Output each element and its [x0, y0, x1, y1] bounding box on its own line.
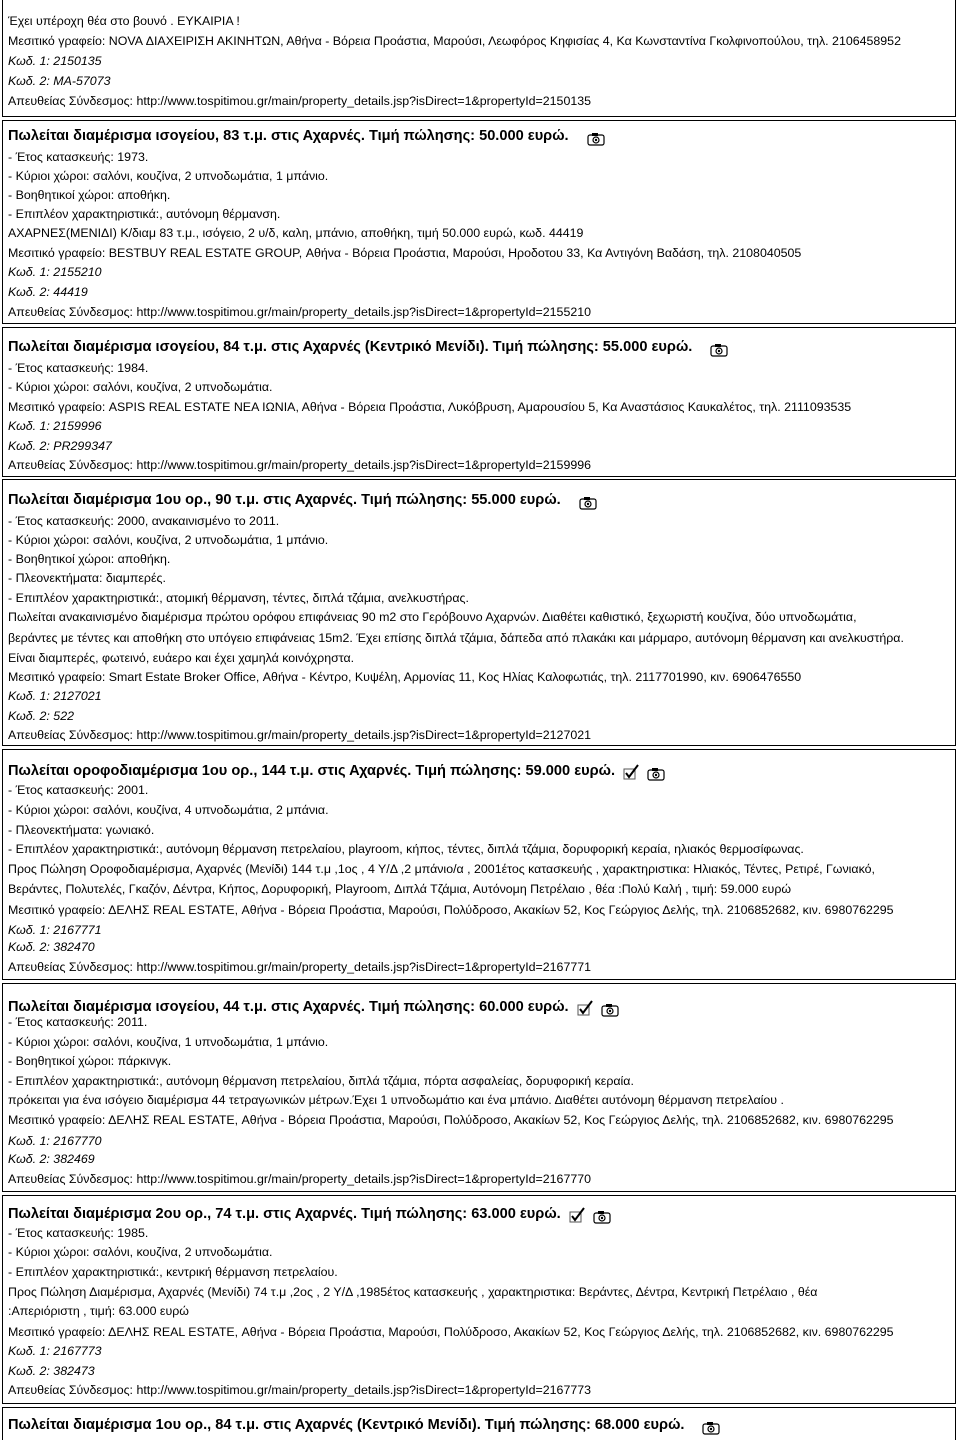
- direct-link[interactable]: Απευθείας Σύνδεσμος: http://www.tospitimou.gr/main/property_details.jsp?isDirect=1&propertyId=2167770: [8, 1172, 592, 1186]
- direct-link[interactable]: Απευθείας Σύνδεσμος: http://www.tospitimou.gr/main/property_details.jsp?isDirect=1&propertyId=2155210: [8, 305, 592, 319]
- year-built: - Έτος κατασκευής: 2001.: [8, 783, 149, 797]
- agency-text: Μεσιτικό γραφείο: Smart Estate Broker Office, Αθήνα - Κέντρο, Κυψέλη, Αρμονίας 11, Κος Ηλίας Καλοφωτιάς, τηλ. 2117701990, κιν. 6906476550: [8, 670, 802, 684]
- title-text: Πωλείται διαμέρισμα ισογείου, 83 τ.μ. στις Αχαρνές. Τιμή πώλησης: 50.000 ευρώ.: [8, 128, 569, 144]
- code-1: Κωδ. 1: 2150135: [8, 54, 102, 68]
- main-rooms: - Κύριοι χώροι: σαλόνι, κουζίνα, 2 υπνοδωμάτια.: [8, 1245, 273, 1259]
- auxiliary-rooms: - Βοηθητικοί χώροι: πάρκινγκ.: [8, 1054, 172, 1068]
- checkmark-icon: [623, 763, 639, 779]
- code-2: Κωδ. 2: 522: [8, 709, 74, 723]
- title-text: Πωλείται διαμέρισμα ισογείου, 84 τ.μ. στις Αχαρνές (Κεντρικό Μενίδι). Τιμή πώλησης: 55.000 ευρώ.: [8, 339, 693, 355]
- advantages: - Πλεονεκτήματα: διαμπερές.: [8, 571, 166, 585]
- code-2: Κωδ. 2: 382473: [8, 1364, 95, 1378]
- title-text: Πωλείται οροφοδιαμέρισμα 1ου ορ., 144 τ.μ. στις Αχαρνές. Τιμή πώλησης: 59.000 ευρώ.: [8, 763, 616, 779]
- camera-icon[interactable]: [702, 1418, 720, 1432]
- description-text: Πωλείται ανακαινισμένο διαμέρισμα πρώτου ορόφου επιφάνειας 90 m2 στο Γερόβουνο Αχαρνών. Διαθέτει καθιστικό, ξεχωριστή κουζίνα, δύο υπνοδωμάτια,: [8, 610, 857, 624]
- title-text: Πωλείται διαμέρισμα 1ου ορ., 90 τ.μ. στις Αχαρνές. Τιμή πώλησης: 55.000 ευρώ.: [8, 492, 561, 508]
- code-2: Κωδ. 2: MA-57073: [8, 74, 111, 88]
- camera-icon[interactable]: [579, 493, 597, 507]
- camera-icon[interactable]: [710, 340, 728, 354]
- listing-title: [8, 1412, 720, 1438]
- year-built: - Έτος κατασκευής: 1984.: [8, 361, 149, 375]
- listing-title: [8, 123, 605, 149]
- code-2: Κωδ. 2: PR299347: [8, 439, 112, 453]
- direct-link[interactable]: Απευθείας Σύνδεσμος: http://www.tospitimou.gr/main/property_details.jsp?isDirect=1&propertyId=2167773: [8, 1383, 592, 1397]
- camera-icon[interactable]: [601, 1000, 619, 1014]
- advantages: - Πλεονεκτήματα: γωνιακό.: [8, 823, 155, 837]
- camera-icon[interactable]: [587, 129, 605, 143]
- code-1: Κωδ. 1: 2167771: [8, 923, 102, 937]
- listing-4: [2, 749, 956, 980]
- agency-text: Μεσιτικό γραφείο: BESTBUY REAL ESTATE GROUP, Αθήνα - Βόρεια Προάστια, Μαρούσι, Ηροδοτου 33, Κα Αντιγόνη Βαδάση, τηλ. 2108040505: [8, 246, 802, 260]
- code-1: Κωδ. 1: 2159996: [8, 419, 102, 433]
- listing-7: [2, 1407, 956, 1440]
- code-1: Κωδ. 1: 2167770: [8, 1134, 102, 1148]
- agency-text: Μεσιτικό γραφείο: ΔΕΛΗΣ REAL ESTATE, Αθήνα - Βόρεια Προάστια, Μαρούσι, Πολύδροσο, Ακακίων 52, Κος Γεώργιος Δελής, τηλ. 2106852682, κιν. 6980762295: [8, 903, 894, 917]
- listing-title: [8, 334, 728, 360]
- main-rooms: - Κύριοι χώροι: σαλόνι, κουζίνα, 1 υπνοδωμάτια, 1 μπάνιο.: [8, 1035, 329, 1049]
- year-built: - Έτος κατασκευής: 2011.: [8, 1015, 148, 1029]
- auxiliary-rooms: - Βοηθητικοί χώροι: αποθήκη.: [8, 552, 171, 566]
- extra-features: - Επιπλέον χαρακτηριστικά:, αυτόνομη θέρμανση πετρελαίου, playroom, κήπος, τέντες, διπλά τζάμια, δορυφορική κεραία, ηλιακός θερμοσίφωνας.: [8, 842, 804, 856]
- code-1: Κωδ. 1: 2167773: [8, 1344, 102, 1358]
- code-2: Κωδ. 2: 382469: [8, 1152, 95, 1166]
- code-2: Κωδ. 2: 382470: [8, 940, 95, 954]
- listing-title: [8, 487, 597, 513]
- description-text: Βεράντες, Πολυτελές, Γκαζόν, Δέντρα, Κήπος, Δορυφορική, Playroom, Διπλά Τζάμια, Αυτόνομη Πετρέλαιο , θέα :Πολύ Καλή , τιμή: 59.000 ευρώ: [8, 882, 792, 896]
- direct-link[interactable]: Απευθείας Σύνδεσμος: http://www.tospitimou.gr/main/property_details.jsp?isDirect=1&propertyId=2159996: [8, 458, 592, 472]
- auxiliary-rooms: - Βοηθητικοί χώροι: αποθήκη.: [8, 188, 171, 202]
- code-1: Κωδ. 1: 2127021: [8, 689, 102, 703]
- direct-link[interactable]: Απευθείας Σύνδεσμος: http://www.tospitimou.gr/main/property_details.jsp?isDirect=1&propertyId=2167771: [8, 960, 592, 974]
- extra-features: - Επιπλέον χαρακτηριστικά:, αυτόνομη θέρμανση πετρελαίου, διπλά τζάμια, πόρτα ασφαλείας, δορυφορική κεραία.: [8, 1074, 634, 1088]
- checkmark-icon: [569, 1206, 585, 1222]
- listing-5: [2, 983, 956, 1192]
- main-rooms: - Κύριοι χώροι: σαλόνι, κουζίνα, 2 υπνοδωμάτια, 1 μπάνιο.: [8, 169, 329, 183]
- main-rooms: - Κύριοι χώροι: σαλόνι, κουζίνα, 4 υπνοδωμάτια, 2 μπάνια.: [8, 803, 329, 817]
- description-text: πρόκειται για ένα ισόγειο διαμέρισμα 44 τετραγωνικών μέτρων.Έχει 1 υπνοδωμάτιο και ένα μπάνιο. Διαθέτει αυτόνομη θέρμανση πετρελαίου .: [8, 1093, 784, 1107]
- extra-features: - Επιπλέον χαρακτηριστικά:, αυτόνομη θέρμανση.: [8, 207, 281, 221]
- agency-text: Μεσιτικό γραφείο: ASPIS REAL ESTATE ΝΕΑ ΙΩΝΙΑ, Αθήνα - Βόρεια Προάστια, Λυκόβρυση, Αμαρουσίου 5, Κα Αναστάσιος Καυκαλέτος, τηλ. 2111093535: [8, 400, 852, 414]
- extra-features: - Επιπλέον χαρακτηριστικά:, κεντρική θέρμανση πετρελαίου.: [8, 1265, 338, 1279]
- description-text: :Απεριόριστη , τιμή: 63.000 ευρώ: [8, 1304, 189, 1318]
- main-rooms: - Κύριοι χώροι: σαλόνι, κουζίνα, 2 υπνοδωμάτια.: [8, 380, 273, 394]
- description-text: Έχει υπέροχη θέα στο βουνό . ΕΥΚΑΙΡΙΑ !: [8, 14, 240, 28]
- agency-text: Μεσιτικό γραφείο: ΔΕΛΗΣ REAL ESTATE, Αθήνα - Βόρεια Προάστια, Μαρούσι, Πολύδροσο, Ακακίων 52, Κος Γεώργιος Δελής, τηλ. 2106852682, κιν. 6980762295: [8, 1113, 894, 1127]
- direct-link[interactable]: Απευθείας Σύνδεσμος: http://www.tospitimou.gr/main/property_details.jsp?isDirect=1&propertyId=2127021: [8, 728, 592, 742]
- direct-link[interactable]: Απευθείας Σύνδεσμος: http://www.tospitimou.gr/main/property_details.jsp?isDirect=1&propertyId=2150135: [8, 94, 592, 108]
- title-text: Πωλείται διαμέρισμα ισογείου, 44 τ.μ. στις Αχαρνές. Τιμή πώλησης: 60.000 ευρώ.: [8, 999, 569, 1015]
- description-text: Προς Πώληση Διαμέρισμα, Αχαρνές (Μενίδι) 74 τ.μ ,2ος , 2 Υ/Δ ,1985έτος κατασκευής , χαρακτηριστικα: Βεράντες, Δέντρα, Κεντρική Πετρέλαιο , θέα: [8, 1285, 818, 1299]
- listing-0: [2, 0, 956, 117]
- camera-icon[interactable]: [647, 764, 665, 778]
- code-1: Κωδ. 1: 2155210: [8, 265, 102, 279]
- agency-text: Μεσιτικό γραφείο: ΔΕΛΗΣ REAL ESTATE, Αθήνα - Βόρεια Προάστια, Μαρούσι, Πολύδροσο, Ακακίων 52, Κος Γεώργιος Δελής, τηλ. 2106852682, κιν. 6980762295: [8, 1325, 894, 1339]
- listing-3: [2, 479, 956, 746]
- description-text: Είναι διαμπερές, φωτεινό, ευάερο και έχει χαμηλά κοινόχρηστα.: [8, 651, 355, 665]
- listing-2: [2, 327, 956, 477]
- agency-text: Μεσιτικό γραφείο: NOVA ΔΙΑΧΕΙΡΙΣΗ ΑΚΙΝΗΤΩΝ, Αθήνα - Βόρεια Προάστια, Μαρούσι, Λεωφόρος Κηφισίας 4, Κα Κωνσταντίνα Γκολφινοπούλου, τηλ. 2106458952: [8, 34, 901, 48]
- listing-1: [2, 120, 956, 324]
- title-text: Πωλείται διαμέρισμα 1ου ορ., 84 τ.μ. στις Αχαρνές (Κεντρικό Μενίδι). Τιμή πώλησης: 68.000 ευρώ.: [8, 1417, 685, 1433]
- listing-6: [2, 1195, 956, 1404]
- year-built: - Έτος κατασκευής: 2000, ανακαινισμένο το 2011.: [8, 514, 280, 528]
- description-text: βεράντες με τέντες και αποθήκη στο υπόγειο επιφάνειας 15m2. Έχει επίσης διπλά τζάμια, δάπεδα από πλακάκι και μάρμαρο, αυτόνομη θέρμανση και ανελκυστήρα.: [8, 631, 904, 645]
- checkmark-icon: [577, 999, 593, 1015]
- description-text: Προς Πώληση Οροφοδιαμέρισμα, Αχαρνές (Μενίδι) 144 τ.μ ,1ος , 4 Υ/Δ ,2 μπάνιο/α , 2001έτος κατασκευής , χαρακτηριστικα: Ηλιακός, Τέντες, Ρετιρέ, Γωνιακό,: [8, 862, 875, 876]
- description-text: ΑΧΑΡΝΕΣ(ΜΕΝΙΔΙ) Κ/διαμ 83 τ.μ., ισόγειο, 2 υ/δ, καλη, μπάνιο, αποθήκη, τιμή 50.000 ευρώ, κωδ. 44419: [8, 226, 584, 240]
- extra-features: - Επιπλέον χαρακτηριστικά:, ατομική θέρμανση, τέντες, διπλά τζάμια, ανελκυστήρας.: [8, 591, 469, 605]
- year-built: - Έτος κατασκευής: 1973.: [8, 150, 149, 164]
- year-built: - Έτος κατασκευής: 1985.: [8, 1226, 149, 1240]
- camera-icon[interactable]: [593, 1207, 611, 1221]
- main-rooms: - Κύριοι χώροι: σαλόνι, κουζίνα, 2 υπνοδωμάτια, 1 μπάνιο.: [8, 533, 329, 547]
- title-text: Πωλείται διαμέρισμα 2ου ορ., 74 τ.μ. στις Αχαρνές. Τιμή πώλησης: 63.000 ευρώ.: [8, 1206, 561, 1222]
- code-2: Κωδ. 2: 44419: [8, 285, 88, 299]
